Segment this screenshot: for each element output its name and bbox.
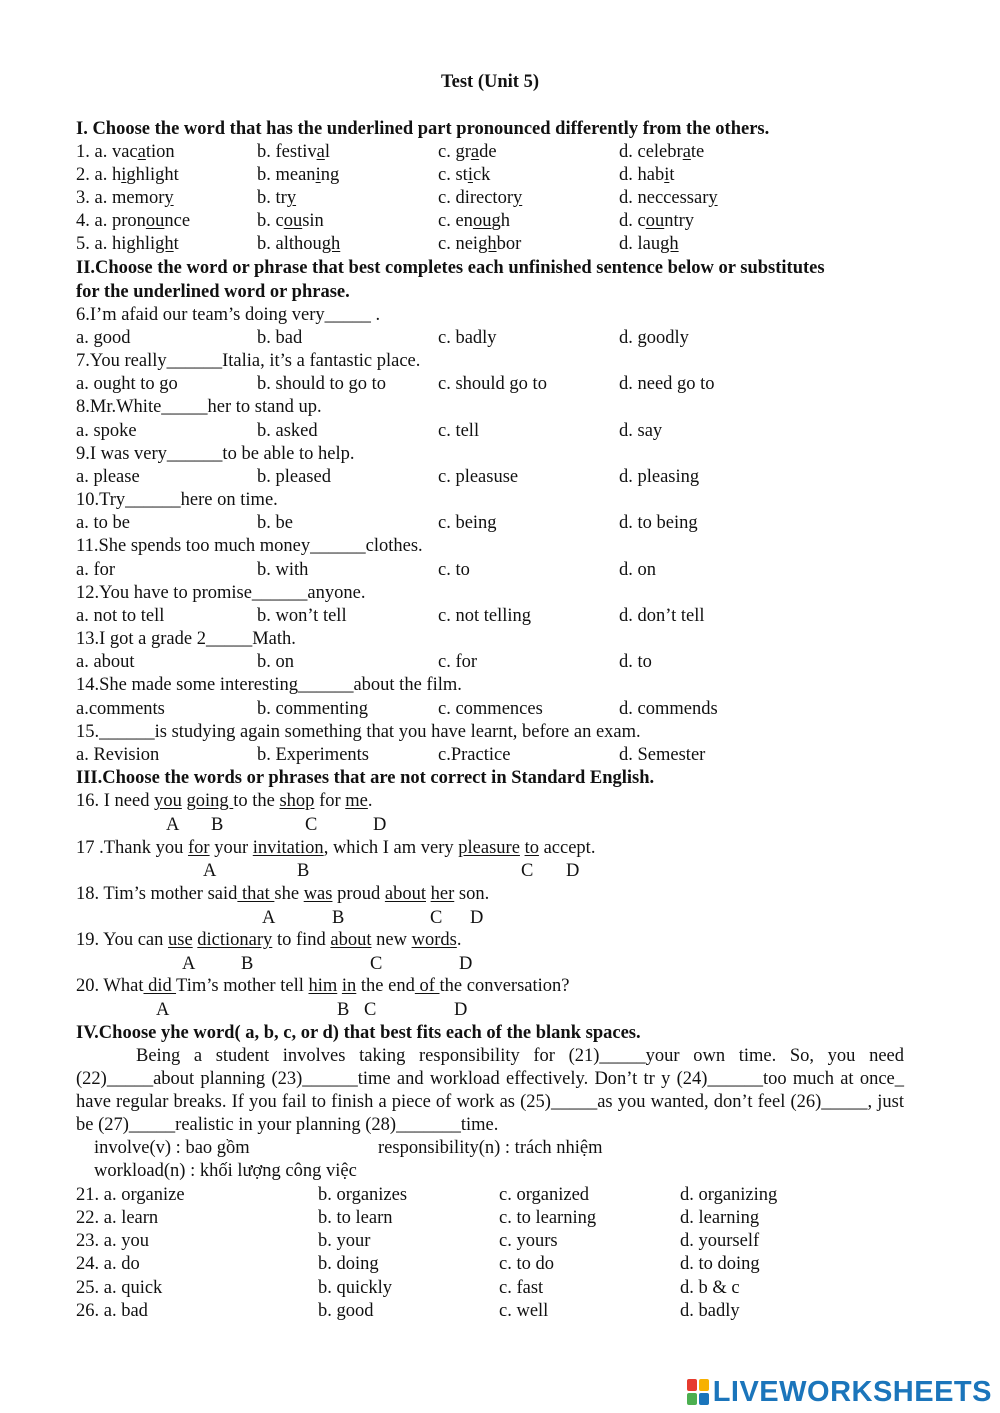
option-d[interactable]: d. commends [619,699,718,719]
option-b[interactable]: b. your [318,1231,371,1251]
option-a[interactable]: a.comments [76,699,165,719]
option-d[interactable]: d. b & c [680,1278,740,1298]
part-19c[interactable]: about [330,930,372,950]
part-20b[interactable]: him [308,976,338,996]
question-stem: 14.She made some interesting______about the film. [76,675,462,695]
part-20a[interactable]: did [143,976,177,996]
option-3b[interactable]: b. try [257,188,297,208]
option-4a[interactable]: 4. a. pronounce [76,211,191,231]
option-c[interactable]: c. yours [499,1231,558,1251]
section2-heading-line1: II.Choose the word or phrase that best completes each unfinished sentence below or substitutes [76,258,825,278]
option-b[interactable]: b. won’t tell [257,606,347,626]
option-3c[interactable]: c. directory [438,188,523,208]
letter-d: D [454,1000,468,1020]
option-a[interactable]: a. ought to go [76,374,178,394]
part-20d[interactable]: of [414,976,440,996]
option-d[interactable]: d. learning [680,1208,760,1228]
option-d[interactable]: d. pleasing [619,467,700,487]
question-stem: 13.I got a grade 2_____Math. [76,629,296,649]
question-stem: 6.I’m afaid our team’s doing very_____ . [76,305,381,325]
option-b[interactable]: b. doing [318,1254,379,1274]
option-1d[interactable]: d. celebrate [619,142,705,162]
option-c[interactable]: c. not telling [438,606,531,626]
section2-heading-line2: for the underlined word or phrase. [76,282,350,302]
option-b[interactable]: b. pleased [257,467,331,487]
option-5c[interactable]: c. neighbor [438,234,522,254]
letter-c: C [364,1000,377,1020]
letter-d: D [470,908,484,928]
part-16b[interactable]: going [186,791,234,811]
option-a[interactable]: a. not to tell [76,606,165,626]
option-a[interactable]: a. Revision [76,745,160,765]
part-19b[interactable]: dictionary [197,930,273,950]
letter-a: A [156,1000,170,1020]
option-a[interactable]: 26. a. bad [76,1301,148,1321]
option-3a[interactable]: 3. a. memory [76,188,174,208]
part-17c[interactable]: pleasure [458,838,520,858]
option-d[interactable]: d. say [619,421,663,441]
part-20c[interactable]: in [341,976,357,996]
option-d[interactable]: d. organizing [680,1185,778,1205]
option-c[interactable]: c. organized [499,1185,590,1205]
question-stem: 15.______is studying again something that you have learnt, before an exam. [76,722,641,742]
option-b[interactable]: b. commenting [257,699,368,719]
option-d[interactable]: d. don’t tell [619,606,705,626]
option-1a[interactable]: 1. a. vacation [76,142,175,162]
option-d[interactable]: d. on [619,560,656,580]
part-19a[interactable]: use [168,930,193,950]
option-d[interactable]: d. to being [619,513,698,533]
section1-heading: I. Choose the word that has the underlined part pronounced differently from the others. [76,119,770,139]
option-b[interactable]: b. bad [257,328,303,348]
option-b[interactable]: b. Experiments [257,745,370,765]
letter-a: A [182,954,196,974]
option-b[interactable]: b. on [257,652,294,672]
option-b[interactable]: b. quickly [318,1278,392,1298]
question-20: 20. What did Tim’s mother tell him in the end of the conversation? [76,976,570,996]
logo-square-blue [699,1393,709,1405]
logo-mark-icon [687,1379,709,1405]
part-17d[interactable]: to [524,838,539,858]
option-d[interactable]: d. need go to [619,374,715,394]
part-18d[interactable]: her [430,884,455,904]
option-d[interactable]: d. to doing [680,1254,760,1274]
question-stem: 7.You really______Italia, it’s a fantastic place. [76,351,421,371]
option-a[interactable]: 22. a. learn [76,1208,159,1228]
option-c[interactable]: c. to [438,560,470,580]
section3-heading: III.Choose the words or phrases that are not correct in Standard English. [76,768,655,788]
option-d[interactable]: d. yourself [680,1231,760,1251]
question-stem: 10.Try______here on time. [76,490,278,510]
option-a[interactable]: 25. a. quick [76,1278,163,1298]
option-5d[interactable]: d. laugh [619,234,679,254]
option-3d[interactable]: d. neccessary [619,188,718,208]
part-17a[interactable]: for [188,838,210,858]
option-c[interactable]: c. to learning [499,1208,597,1228]
option-a[interactable]: a. about [76,652,135,672]
letter-d: D [373,815,387,835]
option-2d[interactable]: d. habit [619,165,675,185]
letter-b: B [297,861,310,881]
option-b[interactable]: b. asked [257,421,318,441]
option-c[interactable]: c. to do [499,1254,554,1274]
option-a[interactable]: 21. a. organize [76,1185,185,1205]
letter-c: C [430,908,443,928]
option-d[interactable]: d. goodly [619,328,689,348]
liveworksheets-logo[interactable] [687,1375,992,1409]
letter-c: C [521,861,534,881]
option-c[interactable]: c. being [438,513,497,533]
letter-b: B [241,954,254,974]
option-c[interactable]: c. should go to [438,374,547,394]
option-1c[interactable]: c. grade [438,142,497,162]
option-a[interactable]: 24. a. do [76,1254,140,1274]
letter-a: A [166,815,180,835]
option-a[interactable]: a. spoke [76,421,137,441]
option-5b[interactable]: b. although [257,234,341,254]
question-19: 19. You can use dictionary to find about new words. [76,930,462,950]
option-d[interactable]: d. badly [680,1301,740,1321]
option-5a[interactable]: 5. a. highlight [76,234,179,254]
part-18c[interactable]: about [384,884,426,904]
logo-square-red [687,1379,697,1391]
question-stem: 9.I was very______to be able to help. [76,444,355,464]
option-4d[interactable]: d. country [619,211,695,231]
option-c[interactable]: c. badly [438,328,497,348]
letter-c: C [370,954,383,974]
option-a[interactable]: a. good [76,328,131,348]
passage: Being a student involves taking responsibility for (21)_____your own time. So, you need (22)_____about planning (23)______time and workload effectively. Don’t tr y (24)______too much at once_ have regular breaks. If you fail to finish a piece of work as (25)_____as you wanted, don’t feel (26)_____, just be (27)_____realistic in your planning (28)_______time. [76,1046,904,1135]
letter-a: A [203,861,217,881]
option-c[interactable]: c. tell [438,421,480,441]
part-18b[interactable]: was [303,884,333,904]
letter-d: D [459,954,473,974]
option-d[interactable]: d. to [619,652,652,672]
option-b[interactable]: b. be [257,513,293,533]
option-2b[interactable]: b. meaning [257,165,340,185]
option-c[interactable]: c. well [499,1301,549,1321]
option-c[interactable]: c. fast [499,1278,544,1298]
part-17b[interactable]: invitation [252,838,324,858]
part-16d[interactable]: me [345,791,368,811]
logo-text: LIVEWORKSHEETS [712,1375,992,1408]
letter-d: D [566,861,580,881]
option-2c[interactable]: c. stick [438,165,491,185]
option-1b[interactable]: b. festival [257,142,330,162]
question-17: 17 .Thank you for your invitation, which I am very pleasure to accept. [76,838,596,858]
option-d[interactable]: d. Semester [619,745,706,765]
option-b[interactable]: b. good [318,1301,374,1321]
gloss-involve: involve(v) : bao gồm [94,1138,250,1158]
gloss-workload: workload(n) : khối lượng công việc [94,1161,357,1181]
section4-heading: IV.Choose yhe word( a, b, c, or d) that best fits each of the blank spaces. [76,1023,641,1043]
question-16: 16. I need you going to the shop for me. [76,791,373,811]
part-16c[interactable]: shop [279,791,315,811]
option-b[interactable]: b. organizes [318,1185,408,1205]
option-c[interactable]: c. pleasuse [438,467,519,487]
option-c[interactable]: c.Practice [438,745,511,765]
letter-b: B [337,1000,350,1020]
letter-b: B [332,908,345,928]
option-c[interactable]: c. commences [438,699,543,719]
logo-square-green [687,1393,697,1405]
option-a[interactable]: a. please [76,467,140,487]
part-18a[interactable]: that [237,884,275,904]
option-4b[interactable]: b. cousin [257,211,324,231]
page-title: Test (Unit 5) [441,72,539,92]
question-stem: 8.Mr.White_____her to stand up. [76,397,322,417]
option-b[interactable]: b. with [257,560,309,580]
part-16a[interactable]: you [154,791,182,811]
letter-c: C [305,815,318,835]
letter-b: B [211,815,224,835]
question-18: 18. Tim’s mother said that she was proud about her son. [76,884,490,904]
option-a[interactable]: a. for [76,560,116,580]
option-4c[interactable]: c. enough [438,211,510,231]
option-2a[interactable]: 2. a. highlight [76,165,179,185]
option-a[interactable]: a. to be [76,513,130,533]
option-b[interactable]: b. should to go to [257,374,386,394]
letter-a: A [262,908,276,928]
option-a[interactable]: 23. a. you [76,1231,149,1251]
gloss-responsibility: responsibility(n) : trách nhiệm [378,1138,603,1158]
part-19d[interactable]: words [411,930,457,950]
option-c[interactable]: c. for [438,652,478,672]
logo-square-yellow [699,1379,709,1391]
question-stem: 11.She spends too much money______clothes. [76,536,423,556]
question-stem: 12.You have to promise______anyone. [76,583,366,603]
option-b[interactable]: b. to learn [318,1208,393,1228]
